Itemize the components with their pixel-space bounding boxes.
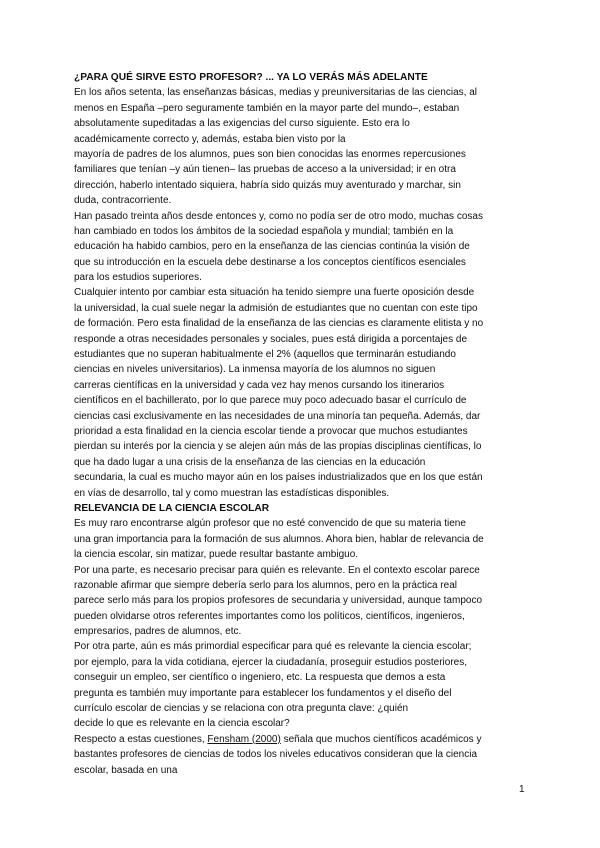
section-heading: ¿PARA QUÉ SIRVE ESTO PROFESOR? ... YA LO VERÁS MÁS ADELANTE [74, 72, 428, 83]
text-line: empresarios, padres de alumnos, etc. [74, 626, 242, 638]
text-line: currículo escolar de ciencias y se relaciona con otra pregunta clave: ¿quién [74, 703, 409, 715]
text-line: ciencias en niveles universitarios). La inmensa mayoría de los alumnos no siguen [74, 364, 436, 376]
page-number: 1 [519, 784, 525, 795]
text-line: pueden olvidarse otros referentes importantes como los políticos, científicos, ingenieros, [74, 610, 465, 622]
paragraph-5 [74, 563, 544, 640]
text-line: Cualquier intento por cambiar esta situación ha tenido siempre una fuerte oposición desde [74, 287, 475, 299]
text-line: por ejemplo, para la vida cotidiana, ejercer la ciudadanía, proseguir estudios posteriores, [74, 656, 468, 668]
paragraph-2 [74, 209, 544, 286]
paragraph-1 [74, 85, 544, 208]
text-line: científicos en el bachillerato, por lo que parece muy poco adecuado basar el currículo de [74, 395, 467, 407]
text-line: conseguir un empleo, ser científico o ingeniero, etc. La respuesta que demos a esta [74, 672, 446, 684]
paragraph-4 [74, 516, 544, 562]
text-line: académicamente correcto y, además, estaba bien visto por la [74, 133, 346, 145]
text-line: carreras científicas en la universidad y cada vez hay menos cursando los itinerarios [74, 379, 445, 391]
text-line: ciencias casi exclusivamente en las necesidades de una minoría tan pequeña. Además, dar [74, 410, 481, 422]
text-line: que su introducción en la escuela debe destinarse a los conceptos científicos esenciales [74, 256, 466, 268]
text-line: familiares que tenían –y aún tienen– las pruebas de acceso a la universidad; ir en otra [74, 164, 456, 176]
text-line: razonable afirmar que siempre debería serlo para los alumnos, pero en la práctica real [74, 579, 457, 591]
text-line: En los años setenta, las enseñanzas básicas, medias y preuniversitarias de las ciencias, al [74, 87, 477, 99]
text-line: han cambiado en todos los ámbitos de la sociedad española y mundial; también en la [74, 225, 454, 237]
text-line: decide lo que es relevante en la ciencia escolar? [74, 718, 290, 730]
document-body [74, 70, 544, 778]
paragraph-7 [74, 732, 544, 778]
text-line: estudiantes que no superan habitualmente el 2% (aquellos que terminarán estudiando [74, 349, 456, 361]
text-line [74, 732, 544, 747]
text-line: pregunta es también muy importante para establecer los fundamentos y el diseño del [74, 687, 452, 699]
text-line: Por una parte, es necesario precisar para quién es relevante. En el contexto escolar parece [74, 564, 480, 576]
text-line: duda, contracorriente. [74, 195, 172, 207]
text-line: para los estudios superiores. [74, 272, 202, 284]
text-line: la universidad, la cual suele negar la admisión de estudiantes que no cuentan con este tipo [74, 302, 478, 314]
text-segment: Respecto a estas cuestiones, [74, 733, 208, 745]
text-line: educación ha habido cambios, pero en la enseñanza de las ciencias continúa la visión de [74, 241, 470, 253]
text-line: una gran importancia para la formación de sus alumnos. Ahora bien, hablar de relevancia de [74, 533, 484, 545]
text-line: secundaria, la cual es mucho mayor aún en los países industrializados que en los que están [74, 472, 483, 484]
text-line: en vías de desarrollo, tal y como muestran las estadísticas disponibles. [74, 487, 390, 499]
text-line: Han pasado treinta años desde entonces y, como no podía ser de otro modo, muchas cosas [74, 210, 483, 222]
text-line: absolutamente supeditadas a las exigencias del curso siguiente. Esto era lo [74, 118, 410, 130]
text-line: parece serlo más para los propios profesores de secundaria y universidad, aunque tampoco [74, 595, 483, 607]
text-line: pierdan su interés por la ciencia y se alejen aún más de las propias disciplinas científicas, lo [74, 441, 482, 453]
text-line: Es muy raro encontrarse algún profesor que no esté convencido de que su materia tiene [74, 518, 466, 530]
text-line: de formación. Pero esta finalidad de la enseñanza de las ciencias es claramente elitista y no [74, 318, 484, 330]
text-line: prioridad a esta finalidad en la ciencia escolar tiende a provocar que muchos estudiantes [74, 425, 468, 437]
text-line: dirección, haberlo intentado siquiera, habría sido quizás muy aventurado y marchar, sin [74, 179, 461, 191]
paragraph-3 [74, 285, 544, 500]
text-line: la ciencia escolar, sin matizar, puede resultar bastante ambiguo. [74, 549, 359, 561]
text-segment: señala que muchos científicos académicos y [280, 733, 482, 745]
section-heading: RELEVANCIA DE LA CIENCIA ESCOLAR [74, 502, 270, 514]
text-line: bastantes profesores de ciencias de todos los niveles educativos consideran que la ciencia [74, 749, 478, 761]
text-line: menos en España –pero seguramente también en la mayor parte del mundo–, estaban [74, 102, 460, 114]
citation-link[interactable]: Fensham (2000) [207, 733, 281, 745]
text-line: responde a otras necesidades personales y sociales, pues está dirigida a porcentajes de [74, 333, 468, 345]
text-line: Por otra parte, aún es más primordial especificar para qué es relevante la ciencia escolar; [74, 641, 472, 653]
text-line: escolar, basada en una [74, 764, 178, 776]
text-line: que ha dado lugar a una crisis de la enseñanza de las ciencias en la educación [74, 456, 426, 468]
paragraph-6 [74, 639, 544, 731]
text-line: mayoría de padres de los alumnos, pues son bien conocidas las enormes repercusiones [74, 148, 466, 160]
